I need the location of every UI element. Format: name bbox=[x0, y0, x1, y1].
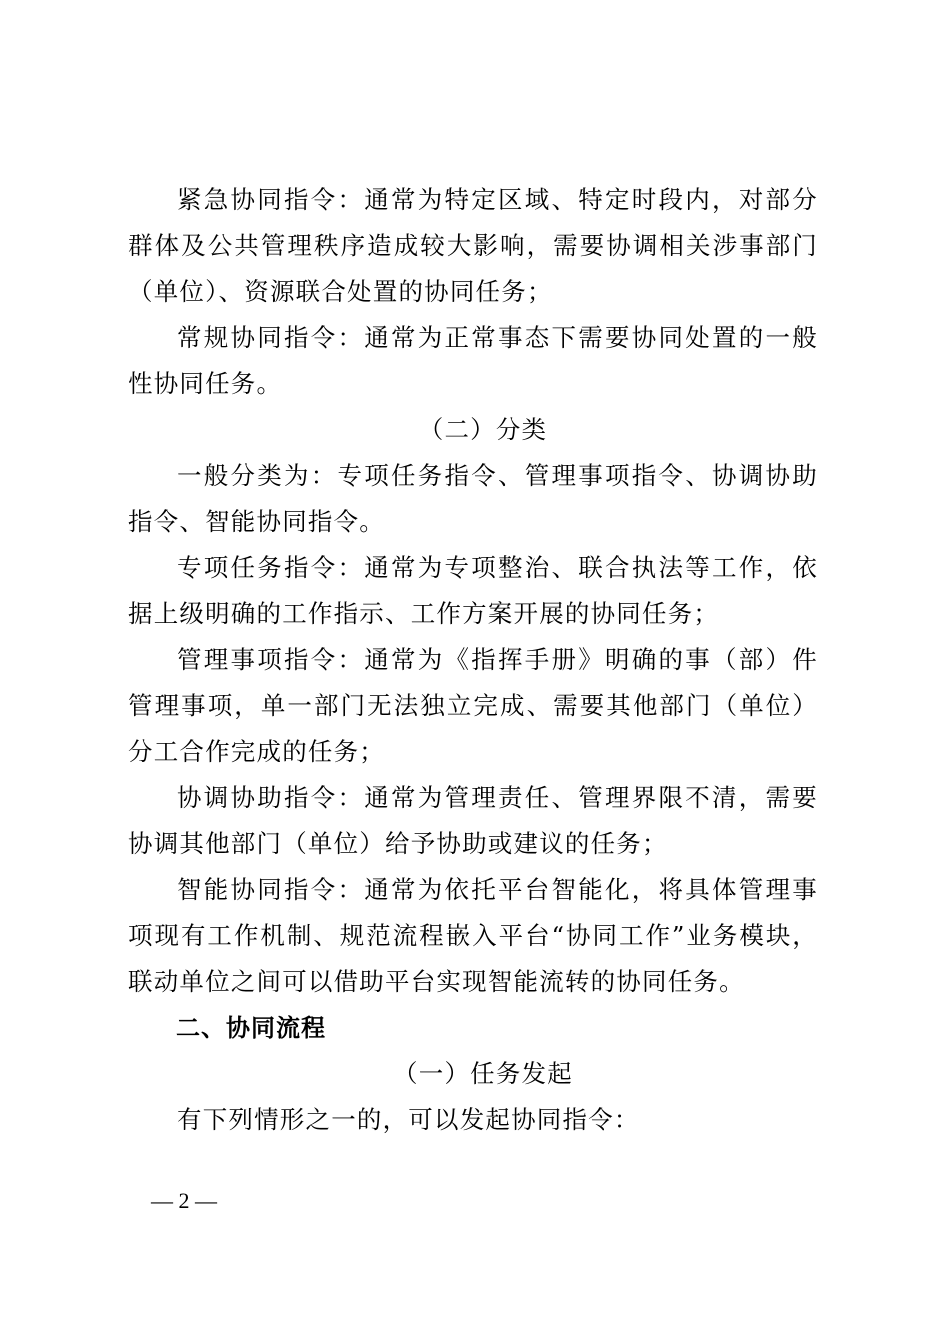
section-heading-collab-process: 二、协同流程 bbox=[176, 1014, 326, 1042]
paragraph-general-classification: 一般分类为：专项任务指令、管理事项指令、协调协助指令、智能协同指令。 bbox=[128, 461, 818, 536]
subheading-task-initiation: （一）任务发起 bbox=[393, 1059, 573, 1088]
subheading-classification: （二）分类 bbox=[418, 415, 548, 444]
paragraph-emergency-directive: 紧急协同指令：通常为特定区域、特定时段内，对部分群体及公共管理秩序造成较大影响，需要协调相关涉事部门（单位）、资源联合处置的协同任务； bbox=[128, 185, 818, 306]
paragraph-coordination-assist-directive: 协调协助指令：通常为管理责任、管理界限不清，需要协调其他部门（单位）给予协助或建议的任务； bbox=[128, 783, 818, 858]
document-body bbox=[128, 177, 818, 1143]
paragraph-routine-directive: 常规协同指令：通常为正常事态下需要协同处置的一般性协同任务。 bbox=[128, 323, 818, 398]
paragraph-initiation-conditions: 有下列情形之一的，可以发起协同指令： bbox=[177, 1105, 640, 1134]
paragraph-smart-collab-directive: 智能协同指令：通常为依托平台智能化，将具体管理事项现有工作机制、规范流程嵌入平台“协同工作”业务模块，联动单位之间可以借助平台实现智能流转的协同任务。 bbox=[128, 875, 818, 996]
page-number: — 2 — bbox=[151, 1188, 217, 1213]
paragraph-management-matter-directive: 管理事项指令：通常为《指挥手册》明确的事（部）件管理事项，单一部门无法独立完成、需要其他部门（单位）分工合作完成的任务； bbox=[128, 645, 818, 766]
paragraph-special-task-directive: 专项任务指令：通常为专项整治、联合执法等工作，依据上级明确的工作指示、工作方案开展的协同任务； bbox=[128, 553, 818, 628]
